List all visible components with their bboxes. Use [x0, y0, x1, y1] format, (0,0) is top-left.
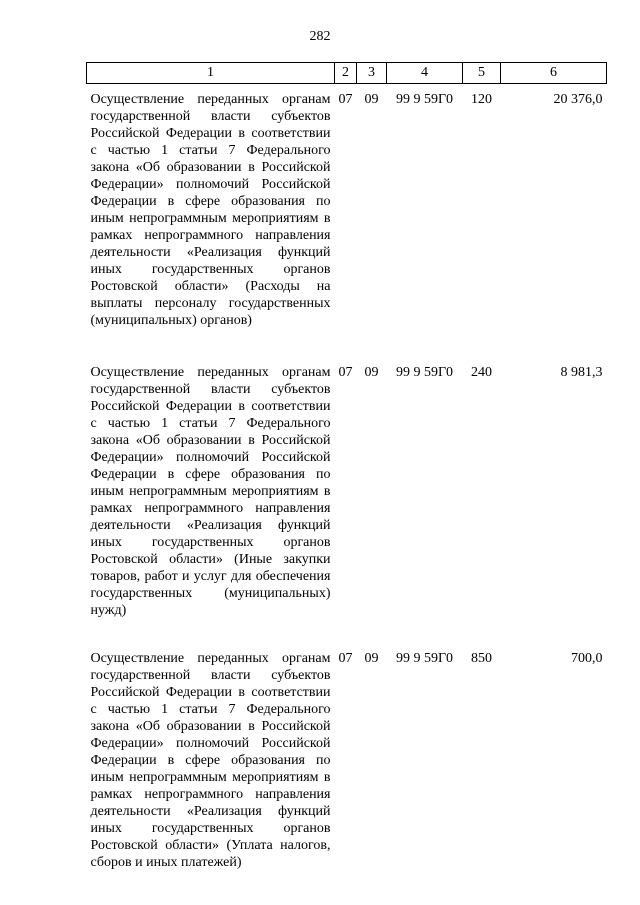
- row-section-code: 07: [338, 365, 353, 380]
- header-col-6: 6: [501, 63, 607, 84]
- row-target-article-code: 99 9 59Г0: [395, 92, 454, 107]
- header-col-3: 3: [357, 63, 387, 84]
- table-row: [87, 357, 607, 643]
- row-expense-type-code: 120: [471, 92, 492, 107]
- header-col-5: 5: [463, 63, 501, 84]
- row-target-article-code: 99 9 59Г0: [395, 651, 454, 666]
- row-subsection-code: 09: [364, 651, 379, 666]
- row-target-article-code: 99 9 59Г0: [395, 365, 454, 380]
- row-description: Осуществление переданных органам государственной власти субъектов Российской Федерации в соответствии с частью 1 статьи 7 Федерального закона «Об образовании в Российской Федерации» полномочий Российской Федерации в сфере образования по иным непрограммным мероприятиям в рамках непрограммного направления деятельности «Реализация функций иных государственных органов Ростовской области» (Уплата налогов, сборов и иных платежей): [90, 651, 331, 870]
- row-description: Осуществление переданных органам государственной власти субъектов Российской Федерации в соответствии с частью 1 статьи 7 Федерального закона «Об образовании в Российской Федерации» полномочий Российской Федерации в сфере образования по иным непрограммным мероприятиям в рамках непрограммного направления деятельности «Реализация функций иных государственных органов Ростовской области» (Расходы на выплаты персоналу государственных (муниципальных) органов): [90, 92, 331, 328]
- row-expense-type-code: 850: [471, 651, 492, 666]
- row-amount: 8 981,3: [560, 365, 603, 380]
- table-row: [87, 643, 607, 871]
- header-col-1: 1: [87, 63, 335, 84]
- row-section-code: 07: [338, 92, 353, 107]
- header-col-2: 2: [335, 63, 357, 84]
- row-expense-type-code: 240: [471, 365, 492, 380]
- row-amount: 20 376,0: [553, 92, 603, 107]
- row-description: Осуществление переданных органам государственной власти субъектов Российской Федерации в соответствии с частью 1 статьи 7 Федерального закона «Об образовании в Российской Федерации» полномочий Российской Федерации в сфере образования по иным непрограммным мероприятиям в рамках непрограммного направления деятельности «Реализация функций иных государственных органов Ростовской области» (Иные закупки товаров, работ и услуг для обеспечения государственных (муниципальных) нужд): [90, 365, 331, 618]
- row-subsection-code: 09: [364, 365, 379, 380]
- table-row: [87, 84, 607, 358]
- header-col-4: 4: [387, 63, 463, 84]
- budget-table: [86, 62, 607, 871]
- row-amount: 700,0: [571, 651, 603, 666]
- row-section-code: 07: [338, 651, 353, 666]
- page-number: 282: [309, 29, 331, 44]
- table-header-row: [87, 63, 607, 84]
- row-subsection-code: 09: [364, 92, 379, 107]
